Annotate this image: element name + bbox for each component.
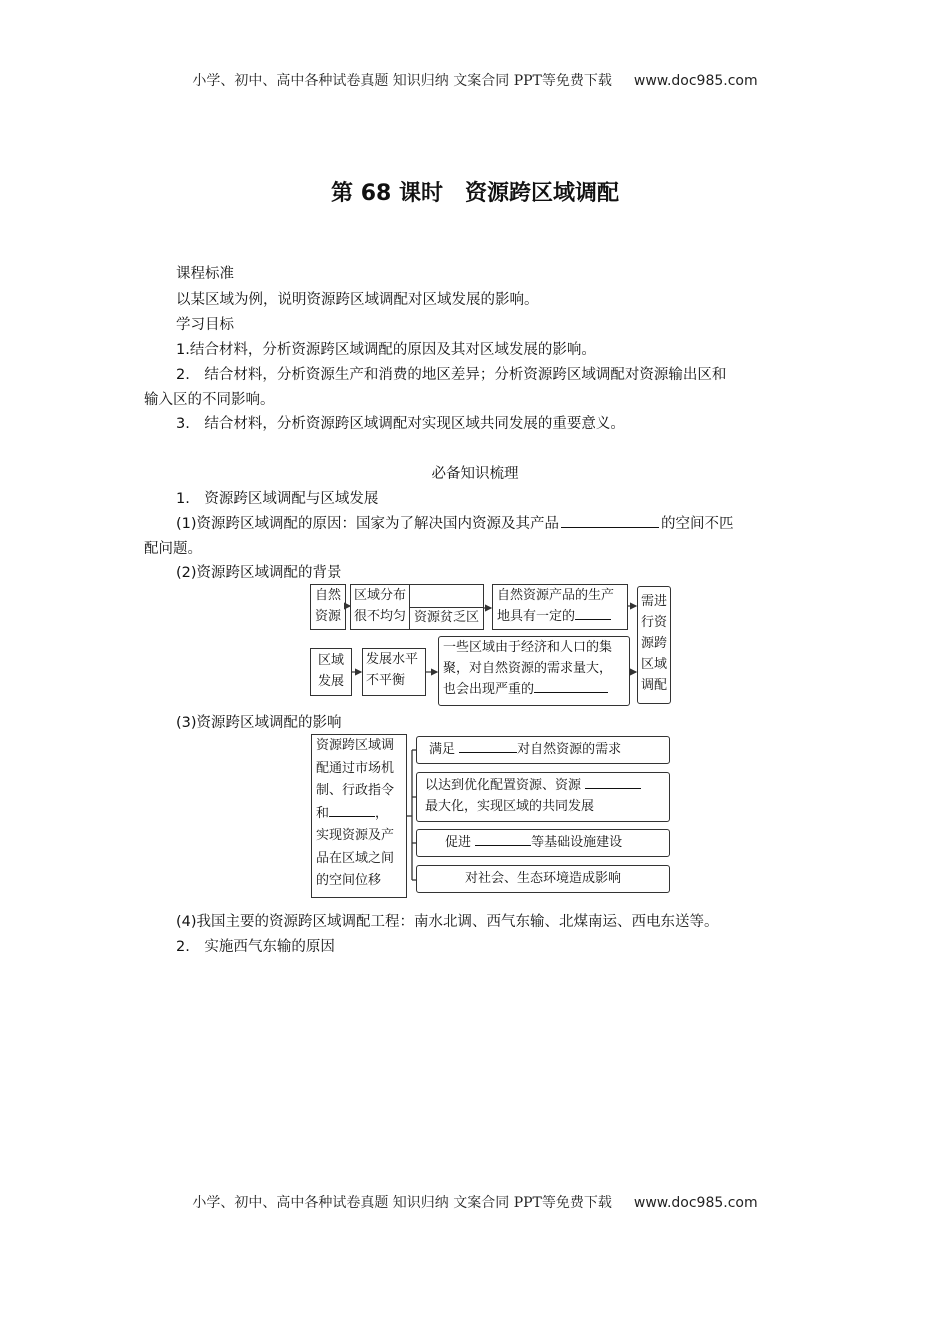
left4b: ，: [375, 805, 389, 821]
standard-text: 以某区域为例，说明资源跨区域调配对区域发展的影响。: [176, 292, 539, 308]
s1-p4: (4)我国主要的资源跨区域调配工程：南水北调、西气东输、北煤南运、西电东送等。: [176, 914, 719, 930]
demand1: 一些区域由于经济和人口的集: [443, 640, 613, 655]
left6: 品在区域之间: [316, 850, 395, 866]
header-site[interactable]: www.doc985.com: [633, 73, 758, 89]
s1-p3: (3)资源跨区域调配的影响: [176, 715, 342, 731]
b2a: 以达到优化配置资源、资源: [425, 778, 582, 793]
box-poor: 资源贫乏区: [409, 607, 484, 630]
section-title: 必备知识梳理: [431, 466, 519, 482]
footer-site[interactable]: www.doc985.com: [633, 1195, 758, 1211]
left4: 和: [316, 805, 330, 821]
demand3: 也会出现严重的: [443, 682, 535, 697]
goal-2a: 2. 结合材料，分析资源生产和消费的地区差异；分析资源跨区域调配对资源输出区和: [176, 367, 727, 383]
goal-2b: 输入区的不同影响。: [144, 392, 275, 408]
s1-p1a-text: (1)资源跨区域调配的原因：国家为了解决国内资源及其产品: [176, 516, 560, 532]
left5: 实现资源及产: [316, 828, 395, 843]
s2-heading: 2. 实施西气东输的原因: [176, 939, 335, 955]
s1-p1c: 配问题。: [144, 541, 202, 557]
header-text: 小学、初中、高中各种试卷真题 知识归纳 文案合同 PPT等免费下载: [192, 73, 612, 89]
page-title: 第 68 课时 资源跨区域调配: [331, 181, 619, 206]
prod1: 自然资源产品的生产: [497, 588, 615, 603]
goals-label: 学习目标: [176, 317, 234, 333]
s1-heading: 1. 资源跨区域调配与区域发展: [176, 491, 379, 507]
footer-text: 小学、初中、高中各种试卷真题 知识归纳 文案合同 PPT等免费下载: [192, 1195, 612, 1211]
left1: 资源跨区域调: [316, 738, 395, 753]
b3b: 等基础设施建设: [531, 835, 623, 850]
dist1: 区域分布: [354, 588, 407, 603]
left7: 的空间位移: [316, 873, 382, 888]
b2b: 最大化，实现区域的共同发展: [425, 799, 595, 814]
s1-p2: (2)资源跨区域调配的背景: [176, 565, 342, 581]
left2: 配通过市场机: [316, 760, 395, 776]
b3a: 促进: [445, 835, 472, 850]
level2: 不平衡: [366, 673, 406, 688]
b1a: 满足: [429, 742, 456, 757]
regional-text: 区域发展: [317, 653, 344, 689]
impact-box-4: 对社会、生态环境造成影响: [416, 865, 670, 893]
goal-1: 1.结合材料，分析资源跨区域调配的原因及其对区域发展的影响。: [176, 342, 596, 358]
page-footer: [0, 1192, 950, 1212]
s1-p1b-text: 的空间不匹: [661, 516, 734, 532]
left3: 制、行政指令: [316, 783, 395, 798]
goal-3: 3. 结合材料，分析资源跨区域调配对实现区域共同发展的重要意义。: [176, 416, 625, 432]
need-text: 需进行资源跨区域调配: [640, 594, 667, 693]
demand2: 聚，对自然资源的需求量大，: [443, 661, 613, 676]
standard-label: 课程标准: [176, 266, 234, 282]
b1b: 对自然资源的需求: [517, 742, 622, 757]
level1: 发展水平: [366, 652, 419, 667]
box-natural-text: 自然资源: [314, 588, 341, 624]
dist2: 很不均匀: [354, 609, 407, 624]
prod2: 地具有一定的: [497, 609, 576, 624]
